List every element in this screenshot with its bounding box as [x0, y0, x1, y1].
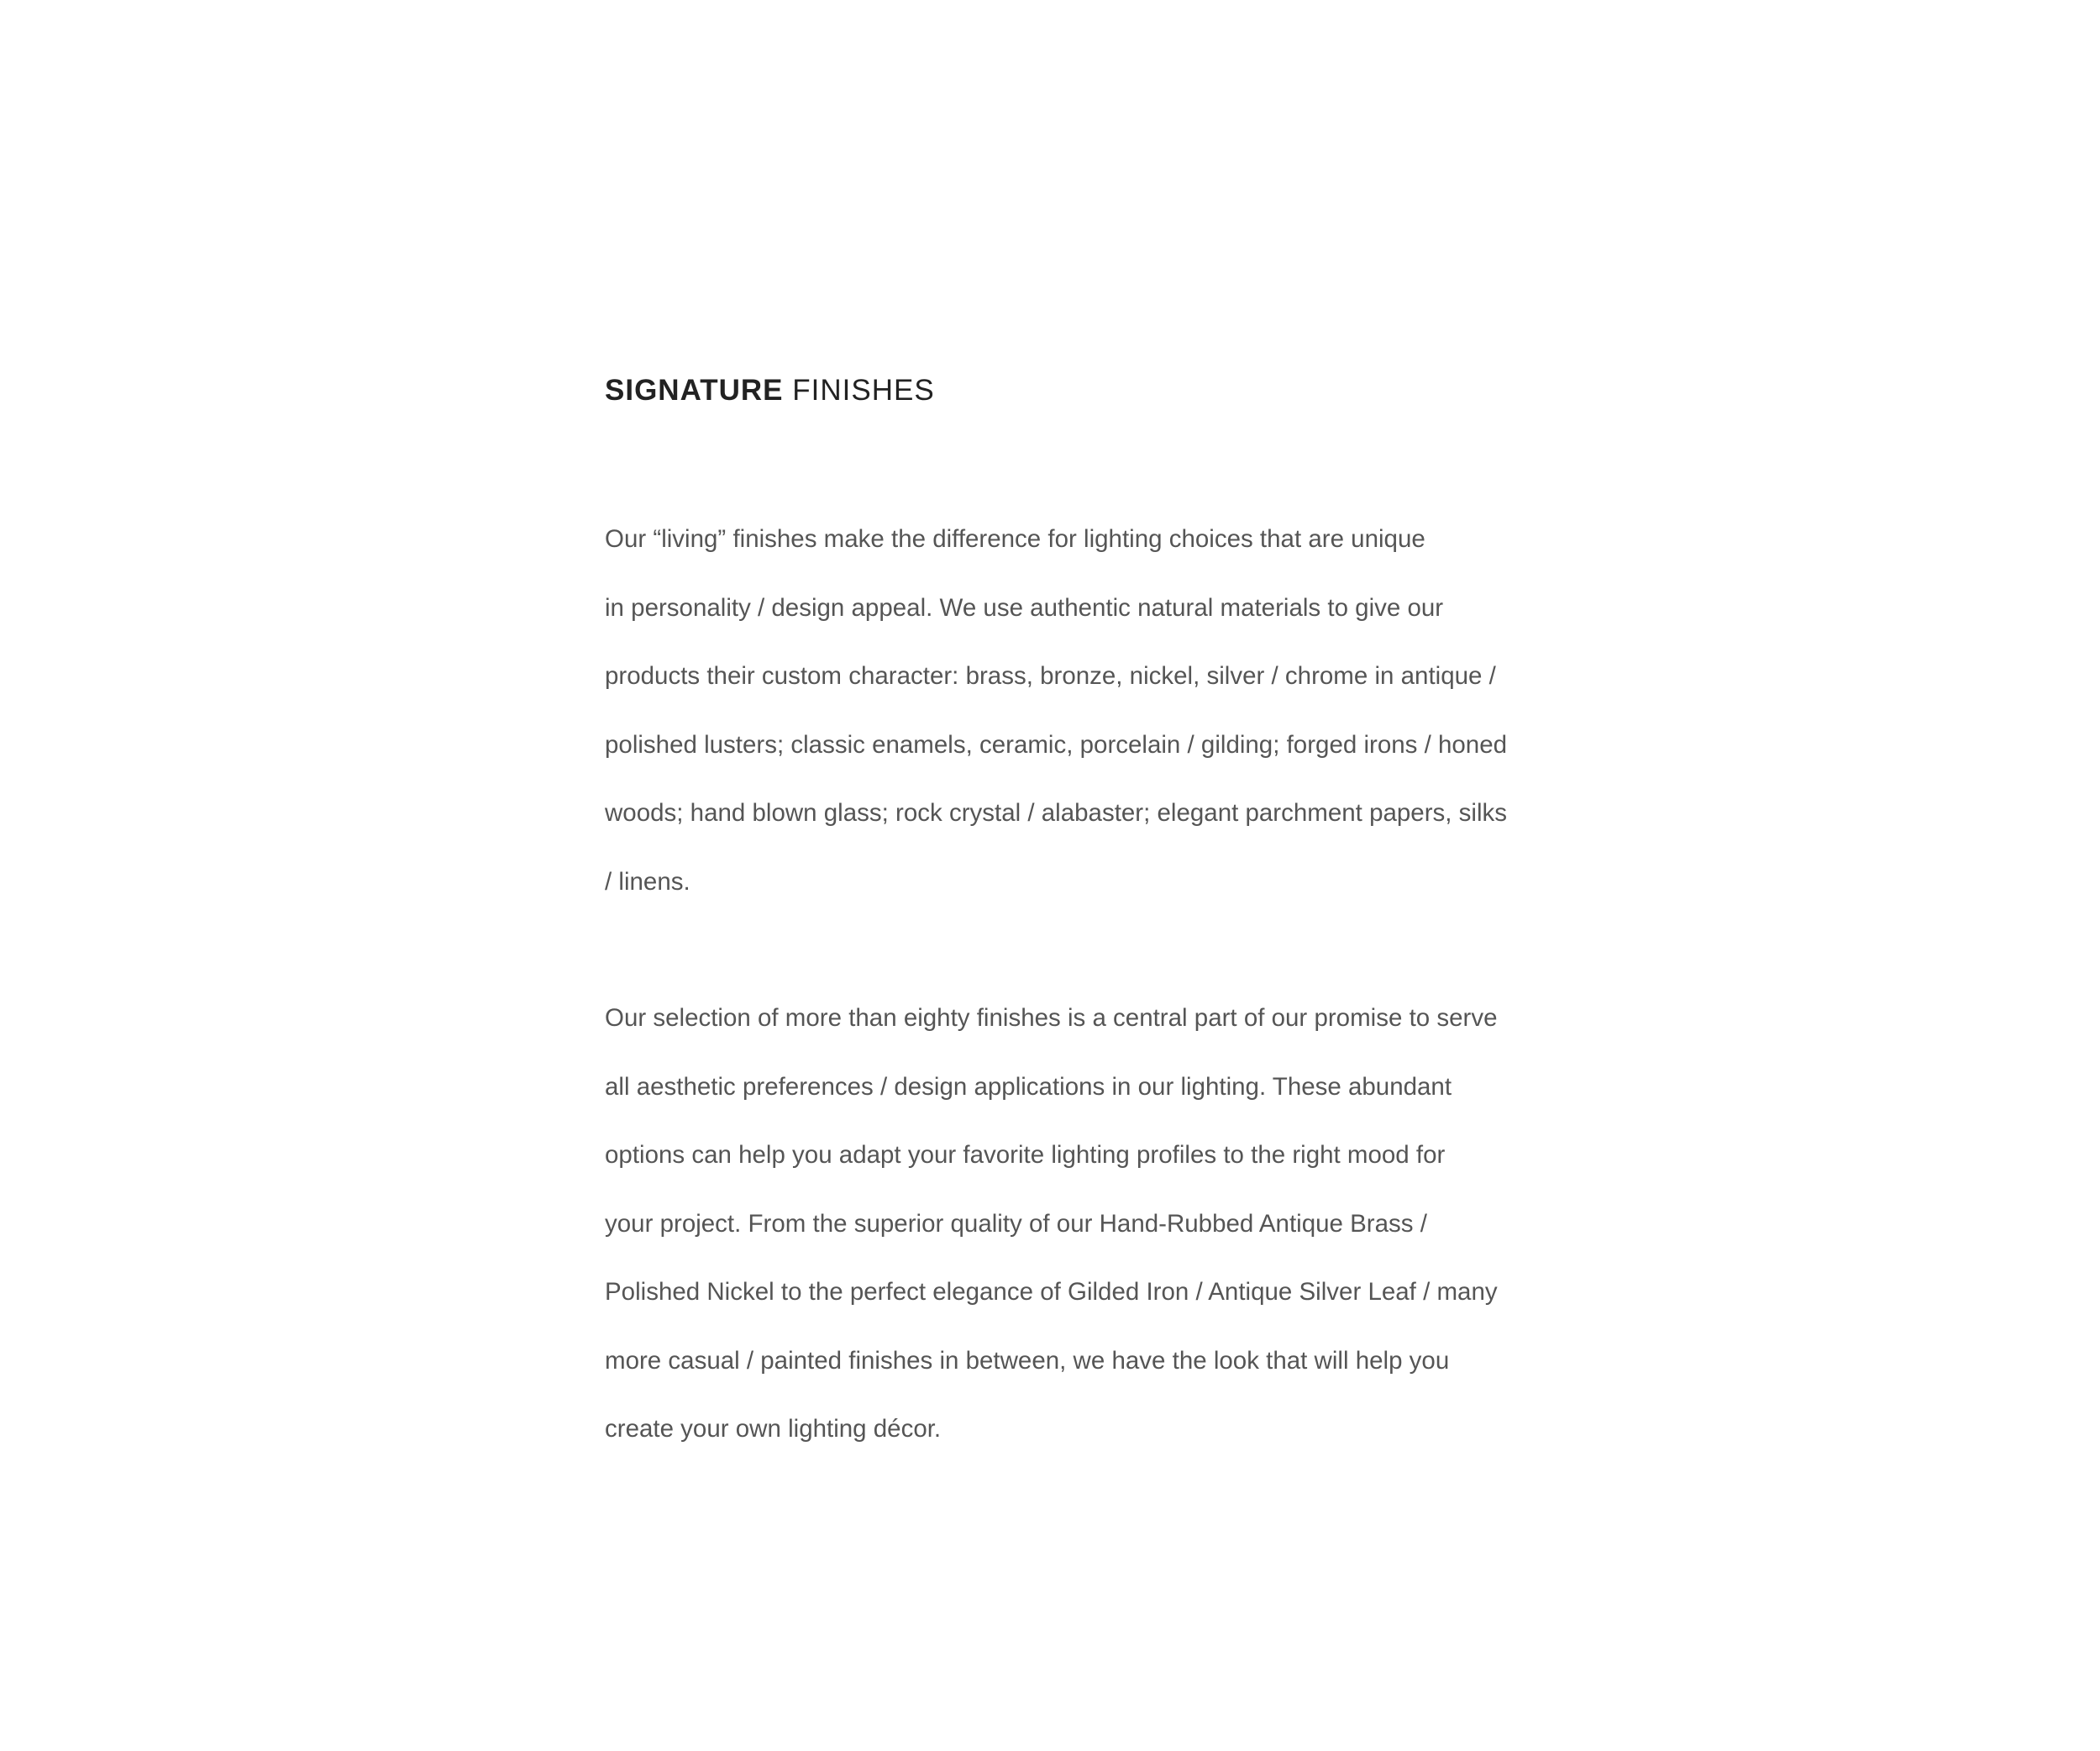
selection-paragraph: [605, 984, 1613, 1464]
paragraph-line: more casual / painted finishes in between, we have the look that will help you: [605, 1346, 1450, 1375]
paragraph-line: / linens.: [605, 867, 690, 896]
title-light-word: FINISHES: [792, 374, 935, 407]
paragraph-line: all aesthetic preferences / design applications in our lighting. These abundant: [605, 1072, 1452, 1101]
paragraph-line: in personality / design appeal. We use authentic natural materials to give our: [605, 593, 1444, 622]
intro-paragraph: [605, 505, 1613, 916]
paragraph-line: products their custom character: brass, bronze, nickel, silver / chrome in antique /: [605, 662, 1496, 690]
paragraph-line: polished lusters; classic enamels, ceramic, porcelain / gilding; forged irons / honed: [605, 730, 1508, 759]
paragraph-line: Polished Nickel to the perfect elegance of Gilded Iron / Antique Silver Leaf / many: [605, 1278, 1498, 1306]
paragraph-line: your project. From the superior quality of our Hand-Rubbed Antique Brass /: [605, 1209, 1427, 1238]
paragraph-line: Our “living” finishes make the difference for lighting choices that are unique: [605, 525, 1425, 553]
document-page: [605, 370, 1613, 1464]
section-title: [605, 370, 1613, 412]
paragraph-line: create your own lighting décor.: [605, 1415, 942, 1443]
title-bold-word: SIGNATURE: [605, 374, 784, 407]
paragraph-line: options can help you adapt your favorite lighting profiles to the right mood for: [605, 1141, 1446, 1169]
paragraph-line: Our selection of more than eighty finishes is a central part of our promise to serve: [605, 1004, 1498, 1032]
paragraph-line: woods; hand blown glass; rock crystal / alabaster; elegant parchment papers, silks: [605, 799, 1508, 827]
